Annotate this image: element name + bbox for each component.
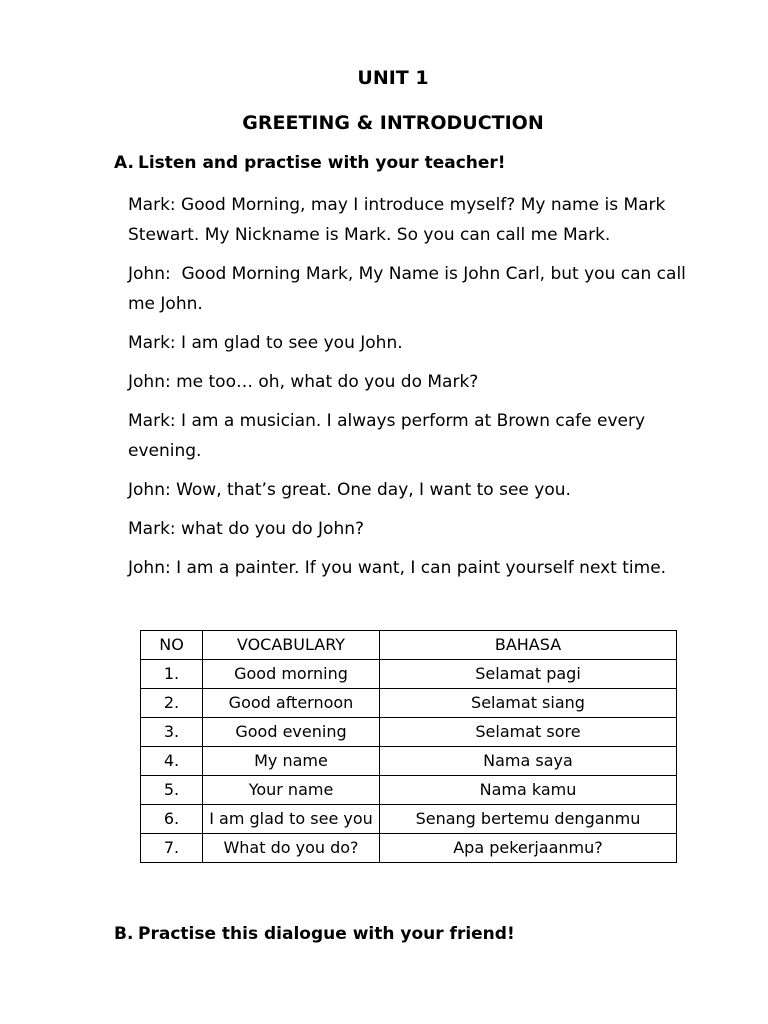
dialogue-line: John: I am a painter. If you want, I can paint yourself next time. (128, 558, 667, 578)
header-vocabulary: VOCABULARY (203, 631, 380, 660)
cell-vocabulary: What do you do? (203, 834, 380, 863)
table-row (141, 805, 677, 834)
dialogue-line: Mark: I am glad to see you John. (128, 333, 403, 353)
cell-vocabulary: Good evening (203, 718, 380, 747)
table-row (141, 834, 677, 863)
cell-vocabulary: I am glad to see you (203, 805, 380, 834)
cell-no: 7. (141, 834, 203, 863)
dialogue-line: John: Good Morning Mark, My Name is John Carl, but you can call me John. (128, 264, 692, 314)
cell-vocabulary: My name (203, 747, 380, 776)
section-b-marker: B. (114, 924, 134, 944)
table-row (141, 718, 677, 747)
cell-bahasa: Nama kamu (380, 776, 677, 805)
header-bahasa: BAHASA (380, 631, 677, 660)
section-b-text: Practise this dialogue with your friend! (138, 924, 515, 944)
cell-vocabulary: Your name (203, 776, 380, 805)
cell-bahasa: Apa pekerjaanmu? (380, 834, 677, 863)
table-row (141, 747, 677, 776)
cell-bahasa: Selamat pagi (380, 660, 677, 689)
table-row (141, 776, 677, 805)
table-row (141, 660, 677, 689)
dialogue-line: John: me too… oh, what do you do Mark? (128, 372, 479, 392)
table-row (141, 689, 677, 718)
cell-bahasa: Senang bertemu denganmu (380, 805, 677, 834)
cell-bahasa: Nama saya (380, 747, 677, 776)
section-a-text: Listen and practise with your teacher! (138, 153, 506, 173)
cell-no: 1. (141, 660, 203, 689)
cell-no: 5. (141, 776, 203, 805)
cell-vocabulary: Good afternoon (203, 689, 380, 718)
header-no: NO (141, 631, 203, 660)
table-header-row (141, 631, 677, 660)
unit-title: UNIT 1 (357, 67, 429, 89)
chapter-title: GREETING & INTRODUCTION (242, 112, 544, 134)
cell-no: 2. (141, 689, 203, 718)
section-a-marker: A. (114, 153, 134, 173)
cell-no: 4. (141, 747, 203, 776)
dialogue-line: Mark: what do you do John? (128, 519, 365, 539)
cell-no: 6. (141, 805, 203, 834)
cell-bahasa: Selamat siang (380, 689, 677, 718)
dialogue (128, 190, 708, 592)
dialogue-line: Mark: Good Morning, may I introduce myself? My name is Mark Stewart. My Nickname is Mark. So you can call me Mark. (128, 195, 671, 245)
cell-no: 3. (141, 718, 203, 747)
section-b-heading (114, 924, 515, 944)
dialogue-line: Mark: I am a musician. I always perform at Brown cafe every evening. (128, 411, 651, 461)
cell-vocabulary: Good morning (203, 660, 380, 689)
section-a-heading (114, 153, 506, 173)
dialogue-line: John: Wow, that’s great. One day, I want to see you. (128, 480, 571, 500)
cell-bahasa: Selamat sore (380, 718, 677, 747)
vocabulary-table (140, 630, 677, 863)
